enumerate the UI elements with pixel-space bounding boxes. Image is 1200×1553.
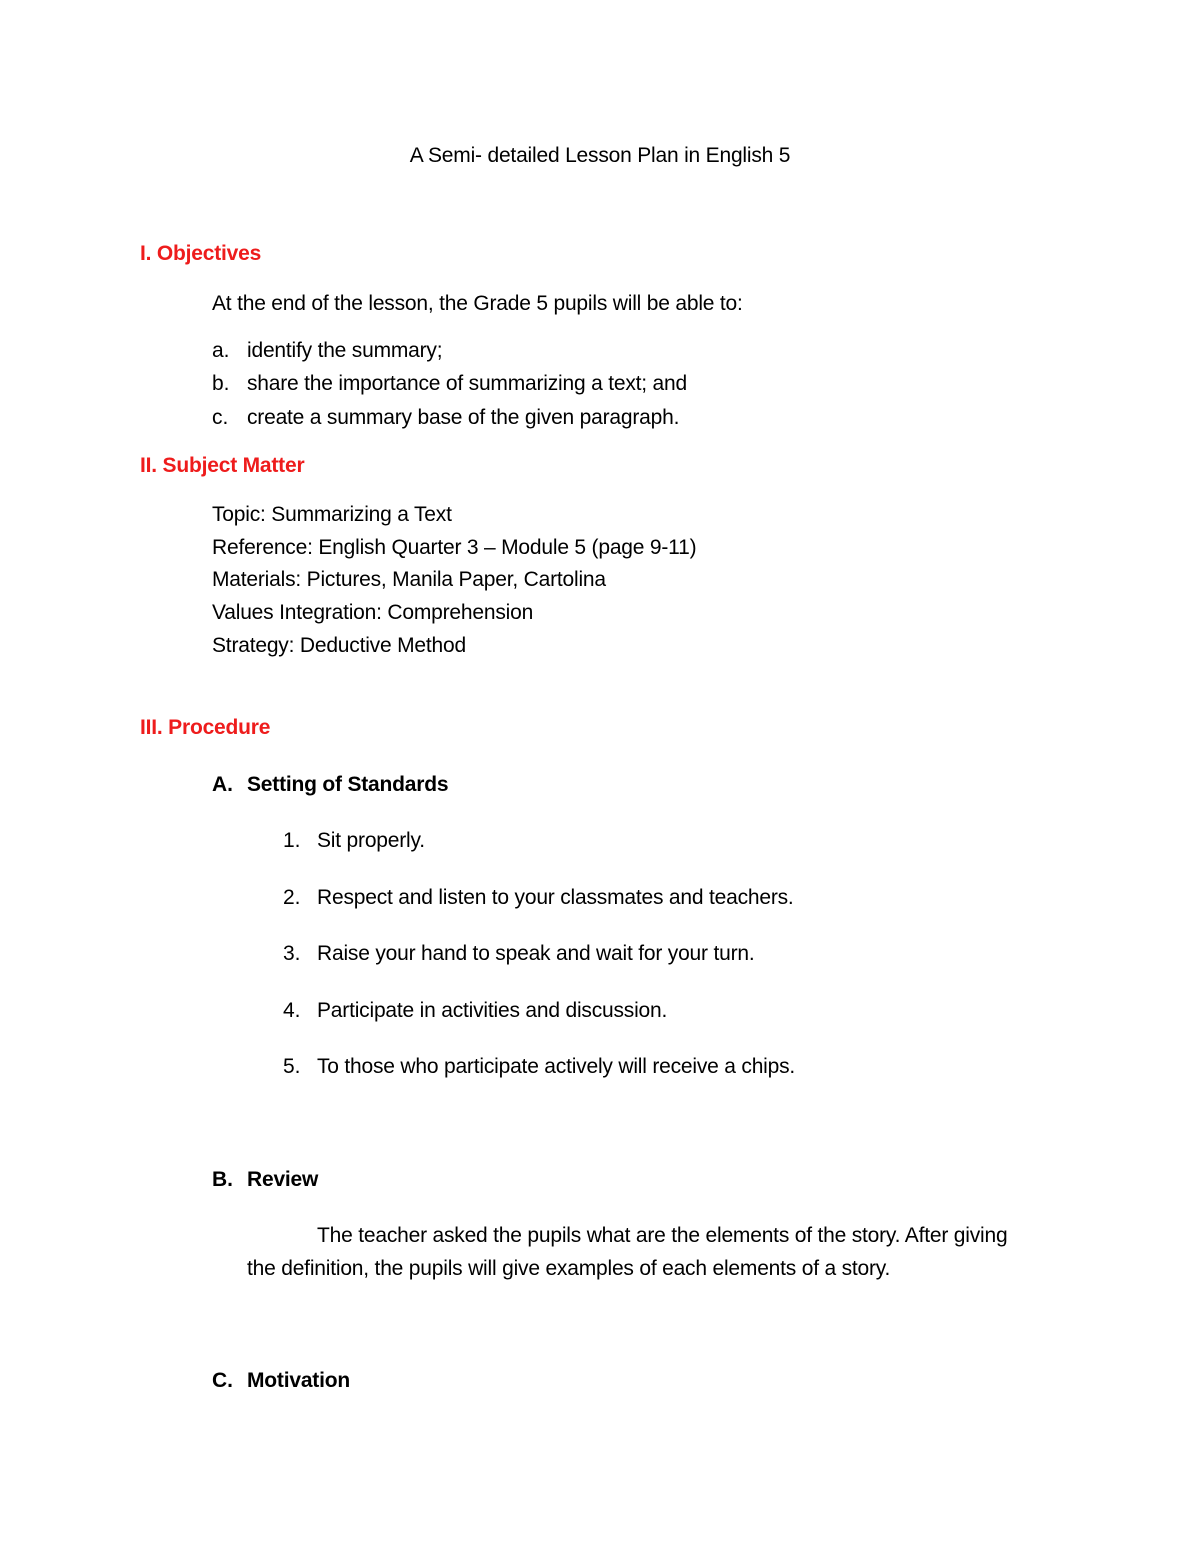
standard-item-4: Participate in activities and discussion.: [317, 999, 668, 1022]
section-a-marker: A.: [212, 773, 233, 796]
subject-matter-strategy: Strategy: Deductive Method: [212, 634, 466, 657]
standard-marker-1: 1.: [283, 829, 301, 852]
subject-matter-topic: Topic: Summarizing a Text: [212, 503, 452, 526]
objectives-intro: At the end of the lesson, the Grade 5 pupils will be able to:: [212, 292, 743, 315]
objectives-heading: I. Objectives: [140, 242, 262, 265]
objective-marker-b: b.: [212, 372, 230, 395]
subject-matter-reference: Reference: English Quarter 3 – Module 5 (page 9-11): [212, 536, 697, 559]
review-heading: Review: [247, 1168, 319, 1191]
review-paragraph-line-1: The teacher asked the pupils what are the elements of the story. After giving: [317, 1224, 1008, 1247]
section-b-marker: B.: [212, 1168, 233, 1191]
setting-of-standards-heading: Setting of Standards: [247, 773, 449, 796]
subject-matter-heading: II. Subject Matter: [140, 454, 305, 477]
subject-matter-values: Values Integration: Comprehension: [212, 601, 534, 624]
standard-marker-4: 4.: [283, 999, 301, 1022]
review-paragraph-line-2: the definition, the pupils will give examples of each elements of a story.: [247, 1257, 891, 1280]
document-title: A Semi- detailed Lesson Plan in English 5: [409, 144, 791, 167]
objective-marker-c: c.: [212, 406, 229, 429]
subject-matter-materials: Materials: Pictures, Manila Paper, Cartolina: [212, 568, 606, 591]
procedure-heading: III. Procedure: [140, 716, 271, 739]
standard-item-2: Respect and listen to your classmates and teachers.: [317, 886, 794, 909]
standard-item-3: Raise your hand to speak and wait for your turn.: [317, 942, 755, 965]
section-c-marker: C.: [212, 1369, 233, 1392]
objective-item-a: identify the summary;: [247, 339, 443, 362]
objective-item-c: create a summary base of the given paragraph.: [247, 406, 680, 429]
motivation-heading: Motivation: [247, 1369, 350, 1392]
standard-marker-3: 3.: [283, 942, 301, 965]
standard-item-1: Sit properly.: [317, 829, 425, 852]
standard-marker-2: 2.: [283, 886, 301, 909]
objective-marker-a: a.: [212, 339, 230, 362]
objective-item-b: share the importance of summarizing a text; and: [247, 372, 687, 395]
standard-item-5: To those who participate actively will receive a chips.: [317, 1055, 796, 1078]
standard-marker-5: 5.: [283, 1055, 301, 1078]
